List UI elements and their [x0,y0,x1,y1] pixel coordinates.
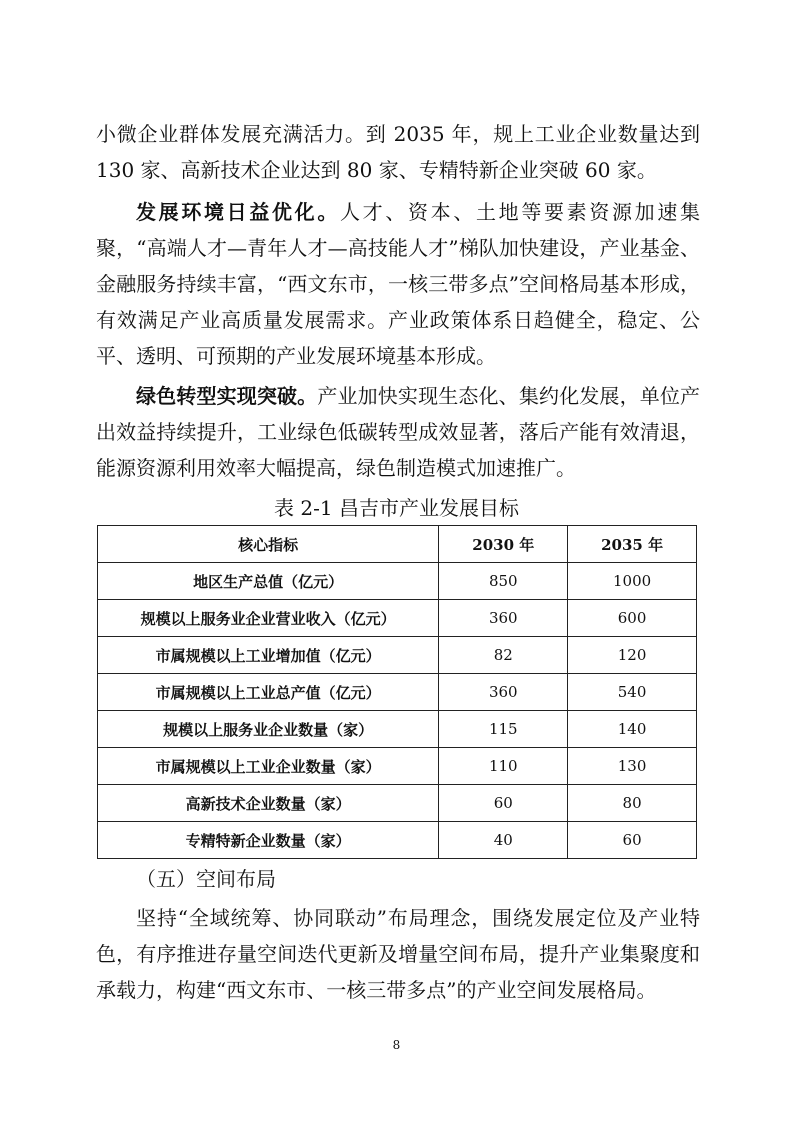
row-indicator: 规模以上服务业企业营业收入（亿元） [98,600,439,637]
section-heading-spatial-layout: （五）空间布局 [136,867,276,891]
row-value-2030: 40 [439,822,568,859]
row-value-2030: 60 [439,785,568,822]
row-value-2030: 82 [439,637,568,674]
row-value-2035: 600 [568,600,697,637]
table-row [98,674,697,711]
industry-targets-table [97,525,697,859]
row-value-2035: 60 [568,822,697,859]
row-indicator: 市属规模以上工业增加值（亿元） [98,637,439,674]
row-value-2035: 1000 [568,563,697,600]
table-header-row [98,526,697,563]
paragraph-text: 小微企业群体发展充满活力。到 2035 年，规上工业企业数量达到 130 家、高新技术企业达到 80 家、专精特新企业突破 60 家。 [96,122,700,182]
row-value-2035: 80 [568,785,697,822]
page-number: 8 [392,1038,401,1052]
row-value-2030: 360 [439,600,568,637]
row-indicator: 规模以上服务业企业数量（家） [98,711,439,748]
header-indicator: 核心指标 [98,526,439,563]
paragraph-enterprise-vitality [96,116,700,188]
row-value-2030: 850 [439,563,568,600]
row-value-2035: 540 [568,674,697,711]
paragraph-body-green: 产业加快实现生态化、集约化发展，单位产出效益持续提升，工业绿色低碳转型成效显著，落后产能有效清退，能源资源利用效率大幅提高，绿色制造模式加速推广。 [96,384,701,480]
table-row [98,748,697,785]
row-value-2035: 130 [568,748,697,785]
table-row [98,711,697,748]
paragraph-text: 坚持“全域统筹、协同联动”布局理念，围绕发展定位及产业特色，有序推进存量空间迭代更新及增量空间布局，提升产业集聚度和承载力，构建“西文东市、一核三带多点”的产业空间发展格局。 [96,906,700,1002]
row-value-2030: 360 [439,674,568,711]
paragraph-lead-environment: 发展环境日益优化。 [136,200,340,224]
table-caption: 表 2-1 昌吉市产业发展目标 [274,496,519,520]
paragraph-spatial-layout [96,900,700,1008]
row-indicator: 市属规模以上工业企业数量（家） [98,748,439,785]
table-row [98,785,697,822]
paragraph-lead-green: 绿色转型实现突破。 [136,384,318,408]
row-value-2030: 110 [439,748,568,785]
row-value-2035: 140 [568,711,697,748]
row-indicator: 高新技术企业数量（家） [98,785,439,822]
row-indicator: 地区生产总值（亿元） [98,563,439,600]
paragraph-environment [96,194,700,374]
table-row [98,637,697,674]
table-row [98,563,697,600]
table-row [98,822,697,859]
header-2030: 2030 年 [439,526,568,563]
table-row [98,600,697,637]
row-value-2035: 120 [568,637,697,674]
row-indicator: 专精特新企业数量（家） [98,822,439,859]
row-value-2030: 115 [439,711,568,748]
row-indicator: 市属规模以上工业总产值（亿元） [98,674,439,711]
header-2035: 2035 年 [568,526,697,563]
paragraph-body-environment: 人才、资本、土地等要素资源加速集聚，“高端人才—青年人才—高技能人才”梯队加快建设，产业基金、金融服务持续丰富，“西文东市，一核三带多点”空间格局基本形成，有效满足产业高质量发展需求。产业政策体系日趋健全，稳定、公平、透明、可预期的产业发展环境基本形成。 [96,200,700,368]
paragraph-green-transition [96,378,700,486]
